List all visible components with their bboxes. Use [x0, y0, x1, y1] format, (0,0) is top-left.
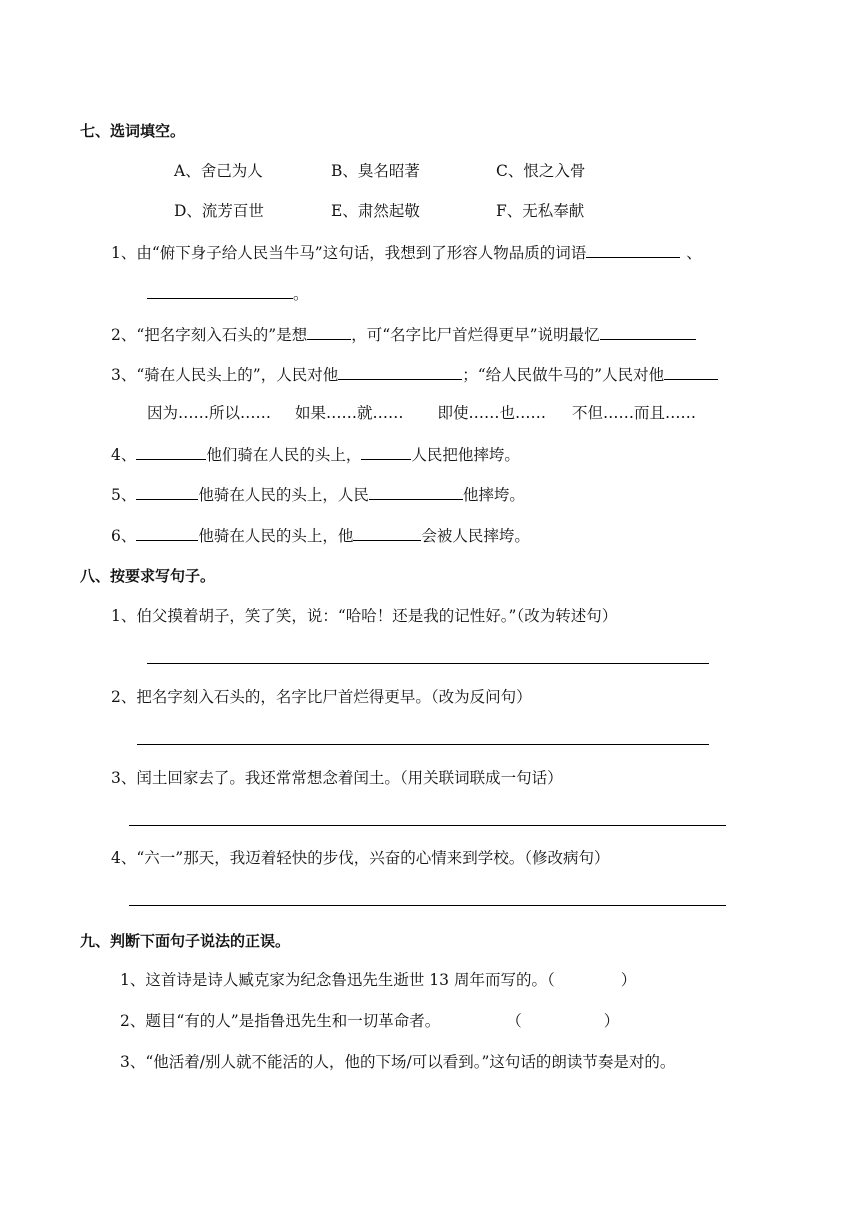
- option-d: D、流芳百世: [174, 202, 264, 220]
- question-7-2: [111, 323, 696, 346]
- conjunction: 即使……也……: [437, 404, 547, 422]
- conjunction: 不但……而且……: [572, 404, 697, 422]
- question-8-3: 3、闰土回家去了。我还常常想念着闰土。（用关联词联成一句话）: [111, 769, 563, 787]
- conjunction: 如果……就……: [295, 404, 404, 422]
- answer-blank[interactable]: [353, 524, 421, 541]
- question-9-2: [120, 1010, 619, 1032]
- answer-blank[interactable]: [147, 282, 293, 299]
- question-7-3: [111, 363, 718, 386]
- answer-blank[interactable]: [361, 443, 411, 460]
- answer-blank[interactable]: [586, 241, 680, 258]
- question-number: 5、: [111, 486, 137, 504]
- answer-line[interactable]: [129, 905, 726, 906]
- question-7-1: [111, 241, 702, 264]
- punct: 、: [686, 244, 702, 262]
- question-text: 他骑在人民的头上，他: [198, 527, 354, 545]
- section-9-heading: 九、判断下面句子说法的正误。: [80, 932, 291, 950]
- question-text: 2、“把名字刻入石头的”是想: [111, 326, 308, 344]
- question-8-2: 2、把名字刻入石头的，名字比尸首烂得更早。（改为反问句）: [111, 688, 532, 706]
- conjunction-list: [147, 402, 696, 424]
- answer-blank[interactable]: [600, 323, 696, 340]
- answer-blank[interactable]: [136, 483, 198, 500]
- question-9-1: [120, 969, 636, 991]
- question-text: 他骑在人民的头上，人民: [198, 486, 369, 504]
- question-text: 3、“骑在人民头上的”，人民对他: [111, 366, 339, 384]
- question-7-4: [111, 443, 520, 466]
- question-text: 1、由“俯下身子给人民当牛马”这句话，我想到了形容人物品质的词语: [111, 244, 587, 262]
- answer-line[interactable]: [147, 663, 709, 664]
- answer-blank[interactable]: [136, 524, 198, 541]
- question-9-3: 3、“他活着/别人就不能活的人，他的下场/可以看到。”这句话的朗读节奏是对的。: [120, 1053, 676, 1071]
- answer-blank[interactable]: [369, 483, 463, 500]
- paren-open: （: [506, 1012, 522, 1030]
- question-text: 他摔垮。: [462, 486, 525, 504]
- option-e: E、肃然起敬: [331, 202, 420, 220]
- question-text: 人民把他摔垮。: [411, 446, 520, 464]
- question-text: 1、这首诗是诗人臧克家为纪念鲁迅先生逝世 13 周年而写的。（: [120, 971, 555, 989]
- conjunction: 因为……所以……: [147, 404, 272, 422]
- question-number: 6、: [111, 527, 137, 545]
- option-f: F、无私奉献: [496, 202, 585, 220]
- question-text: 会被人民摔垮。: [421, 527, 530, 545]
- question-text: 2、题目“有的人”是指鲁迅先生和一切革命者。: [120, 1012, 441, 1030]
- question-7-5: [111, 483, 525, 506]
- question-8-4: 4、“六一”那天，我迈着轻快的步伐，兴奋的心情来到学校。（修改病句）: [111, 849, 610, 867]
- punct: 。: [293, 285, 309, 303]
- option-c: C、恨之入骨: [496, 162, 586, 180]
- section-8-heading: 八、按要求写句子。: [80, 567, 216, 585]
- paren-close: ）: [620, 971, 637, 989]
- question-text: 他们骑在人民的头上，: [206, 446, 362, 464]
- answer-blank[interactable]: [136, 443, 206, 460]
- question-text: ，可“名字比尸首烂得更早”说明最忆: [351, 326, 600, 344]
- answer-blank[interactable]: [338, 363, 462, 380]
- answer-blank[interactable]: [664, 363, 718, 380]
- question-7-1-line2: [147, 282, 309, 305]
- option-a: A、舍己为人: [174, 162, 263, 180]
- question-text: ；“给人民做牛马的”人民对他: [462, 366, 665, 384]
- answer-line[interactable]: [137, 744, 709, 745]
- question-number: 4、: [111, 446, 137, 464]
- answer-line[interactable]: [129, 825, 726, 826]
- answer-blank[interactable]: [307, 323, 351, 340]
- section-7-heading: 七、选词填空。: [80, 122, 186, 140]
- option-b: B、臭名昭著: [331, 162, 420, 180]
- paren-close: ）: [603, 1012, 620, 1030]
- question-8-1: 1、伯父摸着胡子，笑了笑，说：“哈哈！还是我的记性好。”（改为转述句）: [111, 607, 618, 625]
- question-7-6: [111, 524, 530, 547]
